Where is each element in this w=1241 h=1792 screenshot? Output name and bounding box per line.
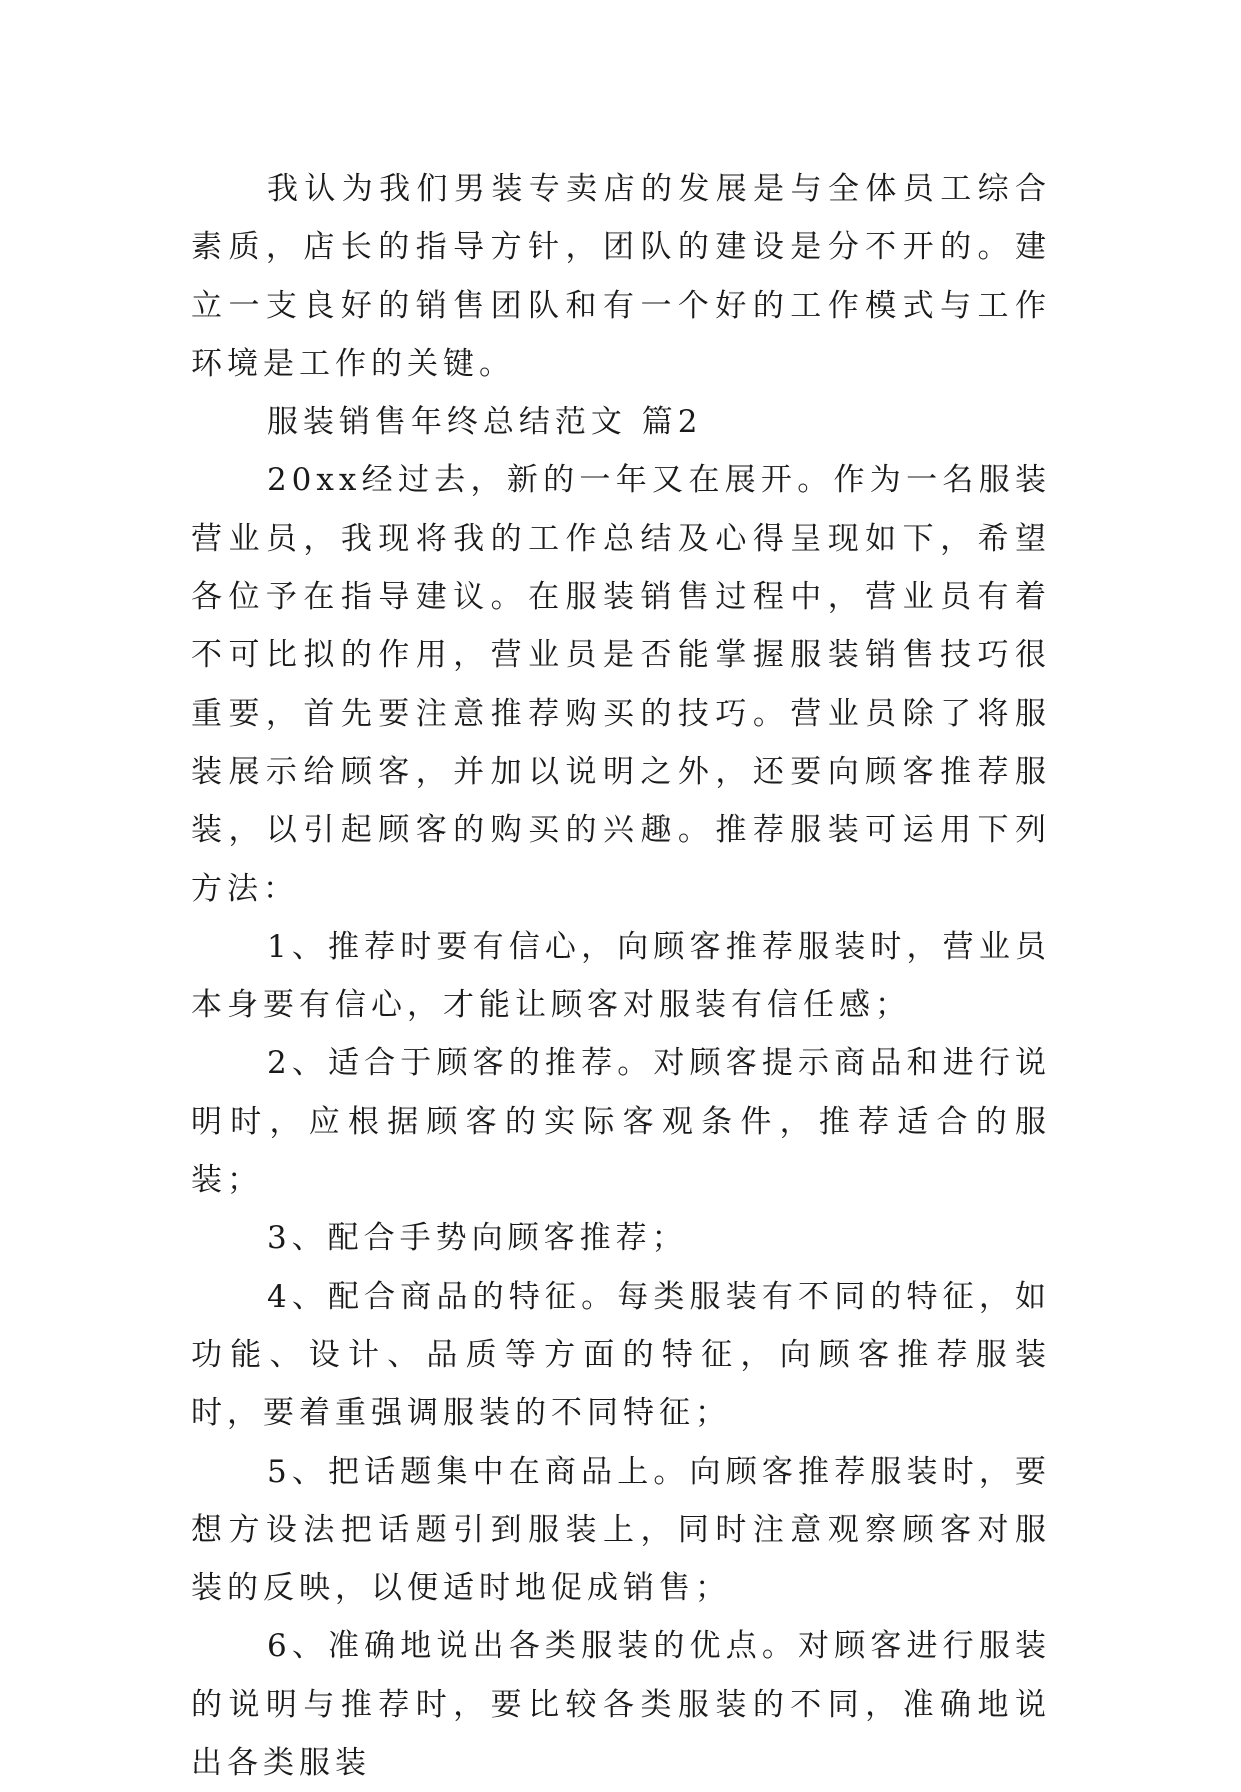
- list-item-6: 6、准确地说出各类服装的优点。对顾客进行服装的说明与推荐时，要比较各类服装的不同，准确地说出各类服装: [191, 1628, 1051, 1782]
- list-item-1: 1、推荐时要有信心，向顾客推荐服装时，营业员本身要有信心，才能让顾客对服装有信任感；: [191, 928, 1051, 1024]
- paragraph-team-building: 我认为我们男装专卖店的发展是与全体员工综合素质，店长的指导方针，团队的建设是分不开的。建立一支良好的销售团队和有一个好的工作模式与工作环境是工作的关键。: [191, 171, 1051, 382]
- list-item-2: 2、适合于顾客的推荐。对顾客提示商品和进行说明时，应根据顾客的实际客观条件，推荐适合的服装；: [191, 1045, 1051, 1199]
- document-body: [191, 160, 1051, 1792]
- list-item-5: 5、把话题集中在商品上。向顾客推荐服装时，要想方设法把话题引到服装上，同时注意观察顾客对服装的反映，以便适时地促成销售；: [191, 1453, 1051, 1607]
- section-heading: 服装销售年终总结范文 篇2: [266, 404, 703, 441]
- paragraph-intro: 20xx经过去，新的一年又在展开。作为一名服装营业员，我现将我的工作总结及心得呈现如下，希望各位予在指导建议。在服装销售过程中，营业员有着不可比拟的作用，营业员是否能掌握服装销售技巧很重要，首先要注意推荐购买的技巧。营业员除了将服装展示给顾客，并加以说明之外，还要向顾客推荐服装，以引起顾客的购买的兴趣。推荐服装可运用下列方法：: [191, 462, 1051, 907]
- list-item-4: 4、配合商品的特征。每类服装有不同的特征，如功能、设计、品质等方面的特征，向顾客推荐服装时，要着重强调服装的不同特征；: [191, 1278, 1051, 1432]
- list-item-3: 3、配合手势向顾客推荐；: [266, 1220, 688, 1257]
